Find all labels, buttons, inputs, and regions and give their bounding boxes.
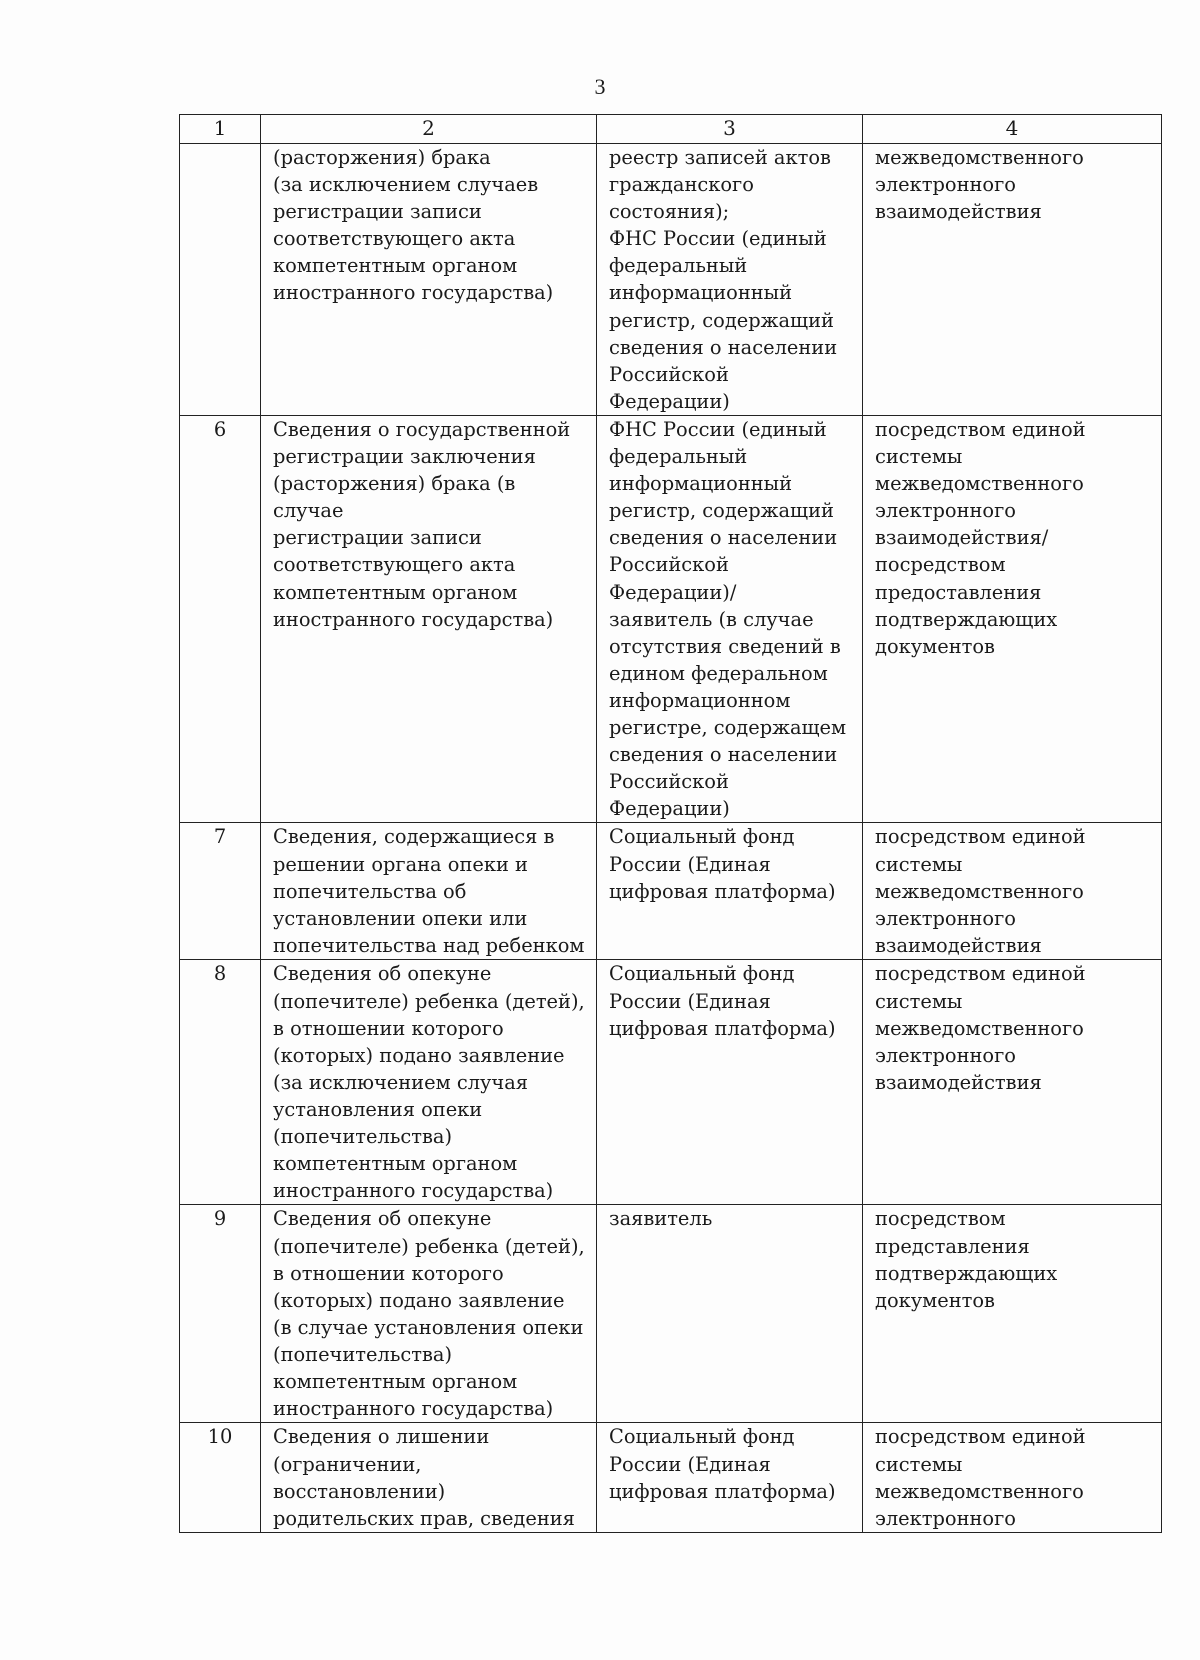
row-number: 7 [180, 823, 261, 960]
method-cell: посредством единой системы межведомственного электронного взаимодействия [863, 960, 1162, 1205]
row-number: 10 [180, 1423, 261, 1533]
source-cell: Социальный фонд России (Единая цифровая платформа) [597, 823, 863, 960]
page-number: 3 [594, 74, 606, 99]
table-header-row [180, 115, 1162, 144]
header-col-3: 3 [597, 115, 863, 144]
info-cell: Сведения о государственной регистрации заключения (расторжения) брака (в случае регистрации записи соответствующего акта компетентным органом иностранного государства) [261, 416, 597, 823]
table-row [180, 416, 1162, 823]
row-number: 9 [180, 1205, 261, 1423]
source-cell: ФНС России (единый федеральный информационный регистр, содержащий сведения о населении Российской Федерации)/ заявитель (в случае отсутствия сведений в едином федеральном информационном регистре, содержащем сведения о населении Российской Федерации) [597, 416, 863, 823]
source-cell: Социальный фонд России (Единая цифровая платформа) [597, 1423, 863, 1533]
header-col-2: 2 [261, 115, 597, 144]
table-row [180, 1423, 1162, 1533]
source-cell: Социальный фонд России (Единая цифровая платформа) [597, 960, 863, 1205]
header-col-4: 4 [863, 115, 1162, 144]
info-cell: Сведения о лишении (ограничении, восстановлении) родительских прав, сведения [261, 1423, 597, 1533]
method-cell: посредством единой системы межведомственного электронного взаимодействия [863, 823, 1162, 960]
row-number: 6 [180, 416, 261, 823]
source-cell: заявитель [597, 1205, 863, 1423]
table-row [180, 1205, 1162, 1423]
table-row [180, 144, 1162, 416]
header-col-1: 1 [180, 115, 261, 144]
method-cell: посредством представления подтверждающих документов [863, 1205, 1162, 1423]
method-cell: посредством единой системы межведомственного электронного взаимодействия/ посредством предоставления подтверждающих документов [863, 416, 1162, 823]
info-cell: Сведения об опекуне (попечителе) ребенка (детей), в отношении которого (которых) подано заявление (за исключением случая установления опеки (попечительства) компетентным органом иностранного государства) [261, 960, 597, 1205]
row-number: 8 [180, 960, 261, 1205]
row-number [180, 144, 261, 416]
table-row [180, 823, 1162, 960]
info-cell: Сведения, содержащиеся в решении органа опеки и попечительства об установлении опеки или попечительства над ребенком [261, 823, 597, 960]
method-cell: посредством единой системы межведомственного электронного [863, 1423, 1162, 1533]
source-cell: реестр записей актов гражданского состояния); ФНС России (единый федеральный информационный регистр, содержащий сведения о населении Российской Федерации) [597, 144, 863, 416]
table-row [180, 960, 1162, 1205]
info-cell: (расторжения) брака (за исключением случаев регистрации записи соответствующего акта компетентным органом иностранного государства) [261, 144, 597, 416]
info-cell: Сведения об опекуне (попечителе) ребенка (детей), в отношении которого (которых) подано заявление (в случае установления опеки (попечительства) компетентным органом иностранного государства) [261, 1205, 597, 1423]
data-sources-table [179, 114, 1162, 1533]
method-cell: межведомственного электронного взаимодействия [863, 144, 1162, 416]
